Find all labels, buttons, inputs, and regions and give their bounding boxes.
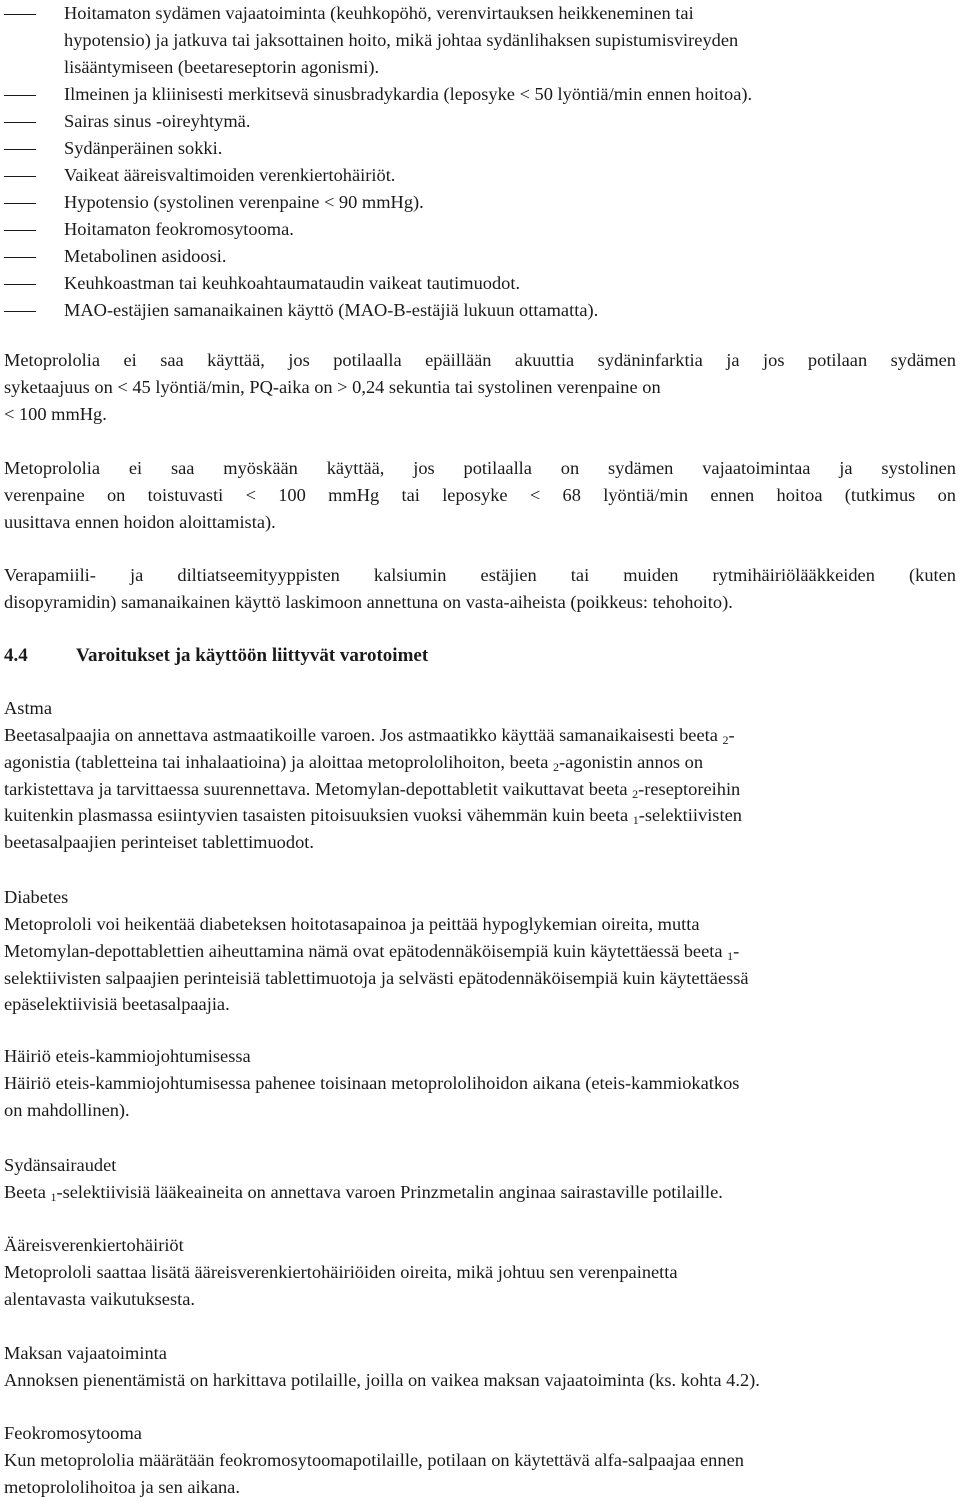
text-line: on mahdollinen). xyxy=(4,1099,130,1120)
text-line: selektiivisten salpaajien perinteisiä tablettimuotoja ja selvästi epätodennäköisempiä kuin käytettäessä xyxy=(4,967,749,988)
dash-marker xyxy=(4,95,36,96)
text-line: Metoprololi saattaa lisätä ääreisverenkiertohäiriöiden oireita, mikä johtuu sen verenpainetta xyxy=(4,1262,678,1282)
text-line xyxy=(4,722,956,749)
bullet-text: Sairas sinus -oireyhtymä. xyxy=(64,111,251,131)
paragraph-contraindication-calcium-blockers xyxy=(4,562,956,616)
bullet-text: Hoitamaton sydämen vajaatoiminta (keuhkopöhö, verenvirtauksen heikkeneminen tai xyxy=(64,3,694,23)
text-line: alentavasta vaikutuksesta. xyxy=(4,1288,195,1309)
text-line xyxy=(4,802,956,829)
paragraph-av-conduction xyxy=(4,1070,956,1124)
bullet-text: Sydänperäinen sokki. xyxy=(64,138,223,158)
paragraph-peripheral-circulation xyxy=(4,1259,956,1313)
text-line: Metoprololi voi heikentää diabeteksen hoitotasapainoa ja peittää hypoglykemian oireita, mutta xyxy=(4,914,700,934)
text-line: verenpaine on toistuvasti < 100 mmHg tai leposyke < 68 lyöntiä/min ennen hoitoa (tutkimus on xyxy=(4,484,956,505)
subscript: 1 xyxy=(727,948,734,963)
bullet-text: Ilmeinen ja kliinisesti merkitsevä sinusbradykardia (leposyke < 50 lyöntiä/min ennen hoitoa). xyxy=(64,84,753,104)
text-line: Metoprololia ei saa myöskään käyttää, jos potilaalla on sydämen vajaatoimintaa ja systolinen xyxy=(4,458,956,478)
text-line: epäselektiivisiä beetasalpaajia. xyxy=(4,994,230,1015)
subscript: 2 xyxy=(722,733,729,747)
paragraph-contraindication-heart-failure xyxy=(4,455,956,535)
text-segment: -selektiivisten xyxy=(638,805,742,826)
text-segment: Beetasalpaajia on annettava astmaatikoille varoen. Jos astmaatikko käyttää samanaikaisesti beeta xyxy=(4,725,718,745)
dash-marker xyxy=(4,122,36,123)
text-segment: -agonistin annos on xyxy=(558,751,704,772)
dash-marker xyxy=(4,230,36,231)
subheading-peripheral-circulation: Ääreisverenkiertohäiriöt xyxy=(4,1235,184,1255)
text-line xyxy=(4,938,956,965)
text-line: Annoksen pienentämistä on harkittava potilaille, joilla on vaikea maksan vajaatoiminta (ks. kohta 4.2). xyxy=(4,1370,760,1390)
dash-marker xyxy=(4,311,36,312)
text-segment: agonistia (tabletteina tai inhalaatioina) ja aloittaa metoprololihoiton, beeta xyxy=(4,751,549,772)
text-segment: -reseptoreihin xyxy=(638,778,741,799)
text-line: beetasalpaajien perinteiset tablettimuodot. xyxy=(4,832,314,853)
text-segment: Metomylan-depottablettien aiheuttamina nämä ovat epätodennäköisempiä kuin käytettäessä beeta xyxy=(4,940,723,961)
text-segment: -selektiivisiä lääkeaineita on annettava varoen Prinzmetalin anginaa sairastaville potilaille. xyxy=(56,1182,723,1202)
paragraph-contraindication-infarction xyxy=(4,347,956,427)
text-segment: tarkistettava ja tarvittaessa suurennettava. Metomylan-depottabletit vaikuttavat beeta xyxy=(4,778,628,799)
text-line: < 100 mmHg. xyxy=(4,403,107,424)
subheading-pheochromocytoma: Feokromosytooma xyxy=(4,1423,142,1443)
bullet-text: Keuhkoastman tai keuhkoahtaumataudin vaikeat tautimuodot. xyxy=(64,273,521,293)
paragraph-heart-disease xyxy=(4,1179,956,1206)
subheading-diabetes: Diabetes xyxy=(4,887,69,907)
text-line: Verapamiili- ja diltiatseemityyppisten kalsiumin estäjien tai muiden rytmihäiriölääkkeiden (kuten xyxy=(4,565,956,585)
paragraph-astma xyxy=(4,722,956,856)
text-line: disopyramidin) samanaikainen käyttö laskimoon annettuna on vasta-aiheista (poikkeus: tehohoito). xyxy=(4,591,733,612)
dash-marker xyxy=(4,284,36,285)
dash-marker xyxy=(4,176,36,177)
subscript: 1 xyxy=(50,1190,57,1204)
text-line xyxy=(4,776,956,803)
subscript: 1 xyxy=(632,813,639,828)
paragraph-pheochromocytoma xyxy=(4,1447,956,1501)
subheading-heart-disease: Sydänsairaudet xyxy=(4,1155,117,1175)
bullet-text: MAO-estäjien samanaikainen käyttö (MAO-B-estäjiä lukuun ottamatta). xyxy=(64,300,599,320)
subheading-liver: Maksan vajaatoiminta xyxy=(4,1343,167,1363)
text-segment: - xyxy=(728,725,735,745)
text-line: syketaajuus on < 45 lyöntiä/min, PQ-aika on > 0,24 sekuntia tai systolinen verenpaine on xyxy=(4,376,661,397)
section-heading xyxy=(4,645,428,667)
subscript: 2 xyxy=(552,759,559,774)
paragraph-diabetes xyxy=(4,911,956,1018)
text-line: Häiriö eteis-kammiojohtumisessa pahenee toisinaan metoprololihoidon aikana (eteis-kammiokatkos xyxy=(4,1073,740,1093)
subscript: 2 xyxy=(632,786,639,801)
paragraph-liver xyxy=(4,1367,956,1394)
text-line xyxy=(4,1179,956,1206)
bullet-text: Hoitamaton feokromosytooma. xyxy=(64,219,294,239)
subheading-astma: Astma xyxy=(4,698,53,718)
dash-marker xyxy=(4,14,36,15)
bullet-text: Metabolinen asidoosi. xyxy=(64,246,227,266)
text-segment: - xyxy=(733,940,740,961)
text-line: uusittava ennen hoidon aloittamista). xyxy=(4,511,276,532)
bullet-text: Vaikeat ääreisvaltimoiden verenkiertohäiriöt. xyxy=(64,165,396,185)
text-line: metoprololihoitoa ja sen aikana. xyxy=(4,1476,240,1497)
text-segment: Beeta xyxy=(4,1182,46,1202)
section-title: Varoitukset ja käyttöön liittyvät varotoimet xyxy=(76,645,429,666)
text-segment: kuitenkin plasmassa esiintyvien tasaisten pitoisuuksien vuoksi vähemmän kuin beeta xyxy=(4,805,629,826)
text-line: Kun metoprololia määrätään feokromosytoomapotilaille, potilaan on käytettävä alfa-salpaajaa ennen xyxy=(4,1450,744,1470)
bullet-text: lisääntymiseen (beetareseptorin agonismi). xyxy=(64,57,380,77)
section-number: 4.4 xyxy=(4,645,28,666)
text-line xyxy=(4,749,956,776)
subheading-av-conduction: Häiriö eteis-kammiojohtumisessa xyxy=(4,1046,251,1066)
dash-marker xyxy=(4,257,36,258)
dash-marker xyxy=(4,149,36,150)
bullet-text: hypotensio) ja jatkuva tai jaksottainen hoito, mikä johtaa sydänlihaksen supistumisvireyden xyxy=(64,30,739,50)
dash-marker xyxy=(4,203,36,204)
bullet-text: Hypotensio (systolinen verenpaine < 90 mmHg). xyxy=(64,192,424,212)
text-line: Metoprololia ei saa käyttää, jos potilaalla epäillään akuuttia sydäninfarktia ja jos potilaan sydämen xyxy=(4,350,956,370)
